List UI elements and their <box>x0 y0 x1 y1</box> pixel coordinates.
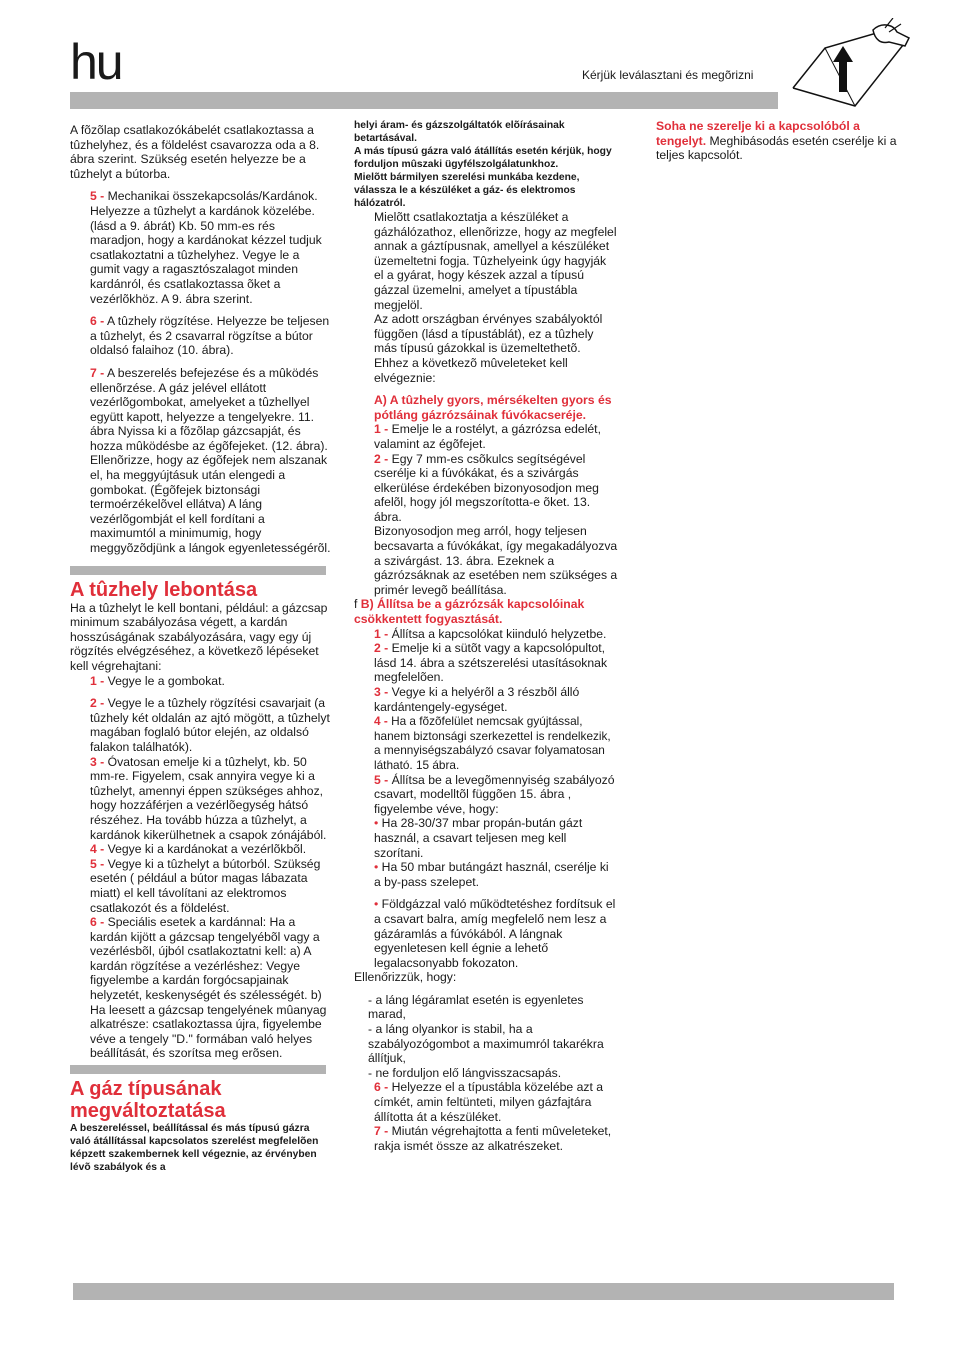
column-1 <box>70 123 332 1174</box>
step-3 <box>70 755 332 843</box>
step-a1 <box>354 422 618 451</box>
step-number: 7 - <box>90 365 105 380</box>
detach-hand-illustration <box>785 18 915 110</box>
section-divider <box>70 566 326 575</box>
subheading-prefix: f <box>354 597 358 612</box>
check-item: - a láng olyankor is stabil, ha a szabályozógombot a maximumról takarékra állítjuk, <box>354 1022 618 1066</box>
bullet-icon: • <box>374 860 379 875</box>
paragraph: Mielõtt csatlakoztatja a készüléket a gázhálózathoz, ellenõrizze, hogy az megfelel annak a gáztípusnak, amellyel a készüléket üzemeltetni fogja. Tûzhelyeink úgy hagyják el a gyárat, hogy készek azzal a típusú gázzal üzemelni, amelyet a típustábla megjelöl. <box>374 210 617 312</box>
step-text: Vegye ki a tûzhelyt a bútorból. Szükség esetén ( például a bútor magas lábazata miatt) el kell távolítani az elektromos csatlakozót és a földelést. <box>90 856 321 915</box>
step-1 <box>70 674 332 689</box>
section-intro: Ha a tûzhelyt le kell bontani, például: a gázcsap minimum szabályozása végett, a kardán hosszúságának szabályozására, vagy egy új rögzítés elvégzéséhez, a következõ lépéseket kell végrehajtani: <box>70 600 328 673</box>
step-text: Állítsa a kapcsolókat kiinduló helyzetbe. <box>391 626 607 641</box>
step-number: 5 - <box>374 772 389 787</box>
step-number: 6 - <box>90 915 105 930</box>
footer-bar <box>73 1283 894 1300</box>
warning-emphasis: Soha ne szerelje ki a kapcsolóból a tengelyt. <box>656 119 860 148</box>
step-text: Miután végrehajtotta a fenti mûveleteket, rakja ismét össze az alkatrészeket. <box>374 1124 612 1153</box>
step-5b <box>70 857 332 915</box>
step-text: Emelje le a rostélyt, a gázrózsa edelét, valamint az égõfejet. <box>374 422 601 451</box>
step-text: A beszerelés befejezése és a mûködés ellenõrzése. A gáz jelével ellátott vezérlõgombokat, amelyeket a tûzhellyel együtt kapott, helyezze a tengelyekre. 11. ábra Nyissa ki a fõzõlap gázcsapját, és hozza mûködésbe az égõfejeket. (12. ábra). Ellenõrizze, hogy az égõfejek nem alszanak el, ha meggyújtásuk után elengedi a gombokat. (Égõfejek biztonsági termoérzékelõvel ellátva) A láng vezérlõgombját el kell fordítani a maximumtól a minimumig, hogy meggyõzõdjünk a lángok egyenletességérõl. <box>90 365 331 556</box>
subheading-text: B) Állítsa be a gázrózsák kapcsolóinak csökkentett fogyasztását. <box>354 597 585 627</box>
step-b5 <box>354 773 618 817</box>
subheading-a: A) A tûzhely gyors, mérsékelten gyors és pótláng gázrózsáinak fúvókacseréje. <box>374 393 612 422</box>
notice: Mielõtt bármilyen szerelési munkába kezdene, válassza le a készüléket a gáz- és elektromos hálózatról. <box>354 172 580 209</box>
step-number: 2 - <box>90 696 105 711</box>
step-number: 1 - <box>374 626 389 641</box>
language-code: hu <box>70 34 122 90</box>
check-item: - a láng légáramlat esetén is egyenletes marad, <box>354 993 618 1022</box>
step-text: Vegye ki a kardánokat a vezérlõkbõl. <box>107 842 307 857</box>
bullet-item <box>354 860 618 889</box>
notice: helyi áram- és gázszolgáltatók elõírásainak betartásával. <box>354 120 565 144</box>
step-number: 2 - <box>374 641 389 656</box>
paragraph: Az adott országban érvényes szabályoktól függõen (lásd a típustáblát), ez a tûzhely más típusú gázokkal is üzemeltethetõ. Ehhez a következõ mûveleteket kell elvégeznie: <box>374 312 603 385</box>
step-b7 <box>354 1124 618 1153</box>
step-b6 <box>354 1080 618 1124</box>
step-number: 3 - <box>90 754 105 769</box>
step-text: Mechanikai összekapcsolás/Kardánok. Helyezze a tûzhelyt a kardánok közelébe. (lásd a 9. ábrát) Kb. 50 mm-es rés maradjon, hogy a kardánokat kézzel tudjuk csatlakoztatni a tûzhelyhez. Vegye le a gumit vagy a ragasztószalagot minden kardánról, és csatlakoztassa õket a vezérlõkhöz. A 9. ábra szerint. <box>90 189 322 306</box>
check-item: - ne forduljon elő lángvisszacsapás. <box>354 1066 618 1081</box>
step-number: 3 - <box>374 685 389 699</box>
step-5 <box>70 189 332 306</box>
step-text: Vegye le a tûzhely rögzítési csavarjait (a tûzhely két oldalán az ajtó mögött, a tûzhelyt magában foglaló bútor elején, az oldalsó falakon találhatók). <box>90 696 330 754</box>
bullet-text: Ha 28-30/37 mbar propán-bután gázt használ, a csavart teljesen meg kell szorítani. <box>374 816 583 860</box>
warning <box>636 119 900 163</box>
step-text: Helyezze el a típustábla közelébe azt a címkét, amin feltünteti, milyen gázfajtára állította át a készüléket. <box>374 1080 604 1124</box>
subheading-b <box>354 597 618 626</box>
warning-text: Meghibásodás esetén cserélje ki a teljes kapcsolót. <box>656 133 897 163</box>
step-b1 <box>354 627 618 642</box>
paragraph: Bizonyosodjon meg arról, hogy teljesen becsavarta a fúvókákat, így megakadályozva a szivárgást. 13. ábra. Ezeknek a gázrózsáknak az esetében nem szükséges a primér levegõ beállítása. <box>374 524 618 597</box>
step-b3 <box>354 685 618 714</box>
section-divider <box>70 1065 326 1074</box>
step-number: 2 - <box>374 451 389 466</box>
bullet-item <box>354 816 618 860</box>
section-title: A tûzhely lebontása <box>70 578 258 601</box>
step-text: Ha a fõzõfelület nemcsak gyújtással, hanem biztonsági szerkezettel is rendelkezik, a mennyiségszabályzó csavar folyamatosan látható. 15 ábra. <box>374 714 611 772</box>
step-text: Vegye ki a helyérõl a 3 részbõl álló kardántengely-egységet. <box>374 685 580 714</box>
step-number: 5 - <box>90 856 105 871</box>
keep-notice: Kérjük leválasztani és megõrizni <box>582 68 754 82</box>
step-6 <box>70 314 332 358</box>
step-text: Egy 7 mm-es csõkulcs segítségével cserélje ki a fúvókákat, és a szivárgás elkerülése érdekében bizonyosodjon meg afelõl, hogy jól megszorította-e õket. 13. ábra. <box>374 451 599 524</box>
step-7 <box>70 366 332 556</box>
paragraph: A fõzõlap csatlakozókábelét csatlakoztassa a tûzhelyhez, és a földelést csavarozza oda a 8. ábra szerint. Szükség esetén helyezze be a tûzhelyt a bútorba. <box>70 123 320 181</box>
bullet-icon: • <box>374 816 379 831</box>
step-number: 7 - <box>374 1124 389 1139</box>
step-text: Emelje ki a sütõt vagy a kapcsolópultot, lásd 14. ábra a szétszerelési utasításoknak megfelelõen. <box>374 641 608 685</box>
step-2 <box>70 696 332 754</box>
header-bar <box>70 92 778 109</box>
notice: A más típusú gázra való átállítás esetén kérjük, hogy forduljon mûszaki ügyfélszolgálatunkhoz. <box>354 146 612 170</box>
step-number: 6 - <box>374 1080 389 1095</box>
step-text: Óvatosan emelje ki a tûzhelyt, kb. 50 mm-re. Figyelem, csak annyira vegye ki a tûzhelyt, amennyi éppen szükséges ahhoz, hogy hozzáférjen a vezérlõegység hátsó részéhez. Ha tovább húzza a tûzhelyt, a kardánok kikerülhetnek a csapok zónájából. <box>90 754 327 842</box>
step-text: Speciális esetek a kardánnal: Ha a kardán kijött a gázcsap tengelyébõl vagy a vezérlésbõl, újból csatlakoztatni kell: a) A kardán rögzítése a vezérléshez: Vegye figyelembe a kardán forgócsapjainak helyzetét, keskenységét és szélességét. b) Ha leesett a gázcsap tengelyének mûanyag alkatrésze: csatlakoztassa újra, figyelembe véve a tengely "D." formában való helyes beállítását, és szorítsa meg erõsen. <box>90 915 327 1061</box>
step-text: A tûzhely rögzítése. Helyezze be teljesen a tûzhelyt, és 2 csavarral rögzítse a bútor oldalsó falaihoz (10. ábra). <box>90 314 330 358</box>
step-6b <box>70 915 332 1061</box>
step-number: 4 - <box>374 714 388 729</box>
step-b2 <box>354 641 618 685</box>
section-intro-bold: A beszereléssel, beállítással és más típusú gázra való átállítással kapcsolatos szerelést megfelelõen képzett szakembernek kell végeznie, az érvényben lévõ szabályok és a <box>70 1123 319 1174</box>
bullet-icon: • <box>374 897 379 912</box>
step-number: 6 - <box>90 314 105 329</box>
step-number: 4 - <box>90 842 105 857</box>
step-b4 <box>354 714 618 772</box>
check-intro: Ellenőrizzük, hogy: <box>354 970 457 985</box>
column-3 <box>636 119 900 163</box>
step-text: Állítsa be a levegõmennyiség szabályozó csavart, modelltõl függõen 15. ábra , figyelembe véve, hogy: <box>374 772 615 816</box>
section-title: A gáz típusának megváltoztatása <box>70 1078 226 1123</box>
step-a2 <box>354 452 618 525</box>
column-2 <box>354 119 618 1153</box>
bullet-item <box>354 897 618 970</box>
step-number: 1 - <box>374 422 389 437</box>
step-number: 5 - <box>90 189 105 204</box>
step-number: 1 - <box>90 673 105 688</box>
step-4 <box>70 842 332 857</box>
bullet-text: Földgázzal való működtetéshez fordítsuk el a csavart balra, amíg megfelelő nem lesz a gázáramlás a fúvókából. A lángnak egyenletesen kell égnie a lehető legalacsonyabb fokozaton. <box>374 897 616 970</box>
step-text: Vegye le a gombokat. <box>107 673 225 688</box>
bullet-text: Ha 50 mbar butángázt használ, cserélje ki a by-pass szelepet. <box>374 860 609 889</box>
